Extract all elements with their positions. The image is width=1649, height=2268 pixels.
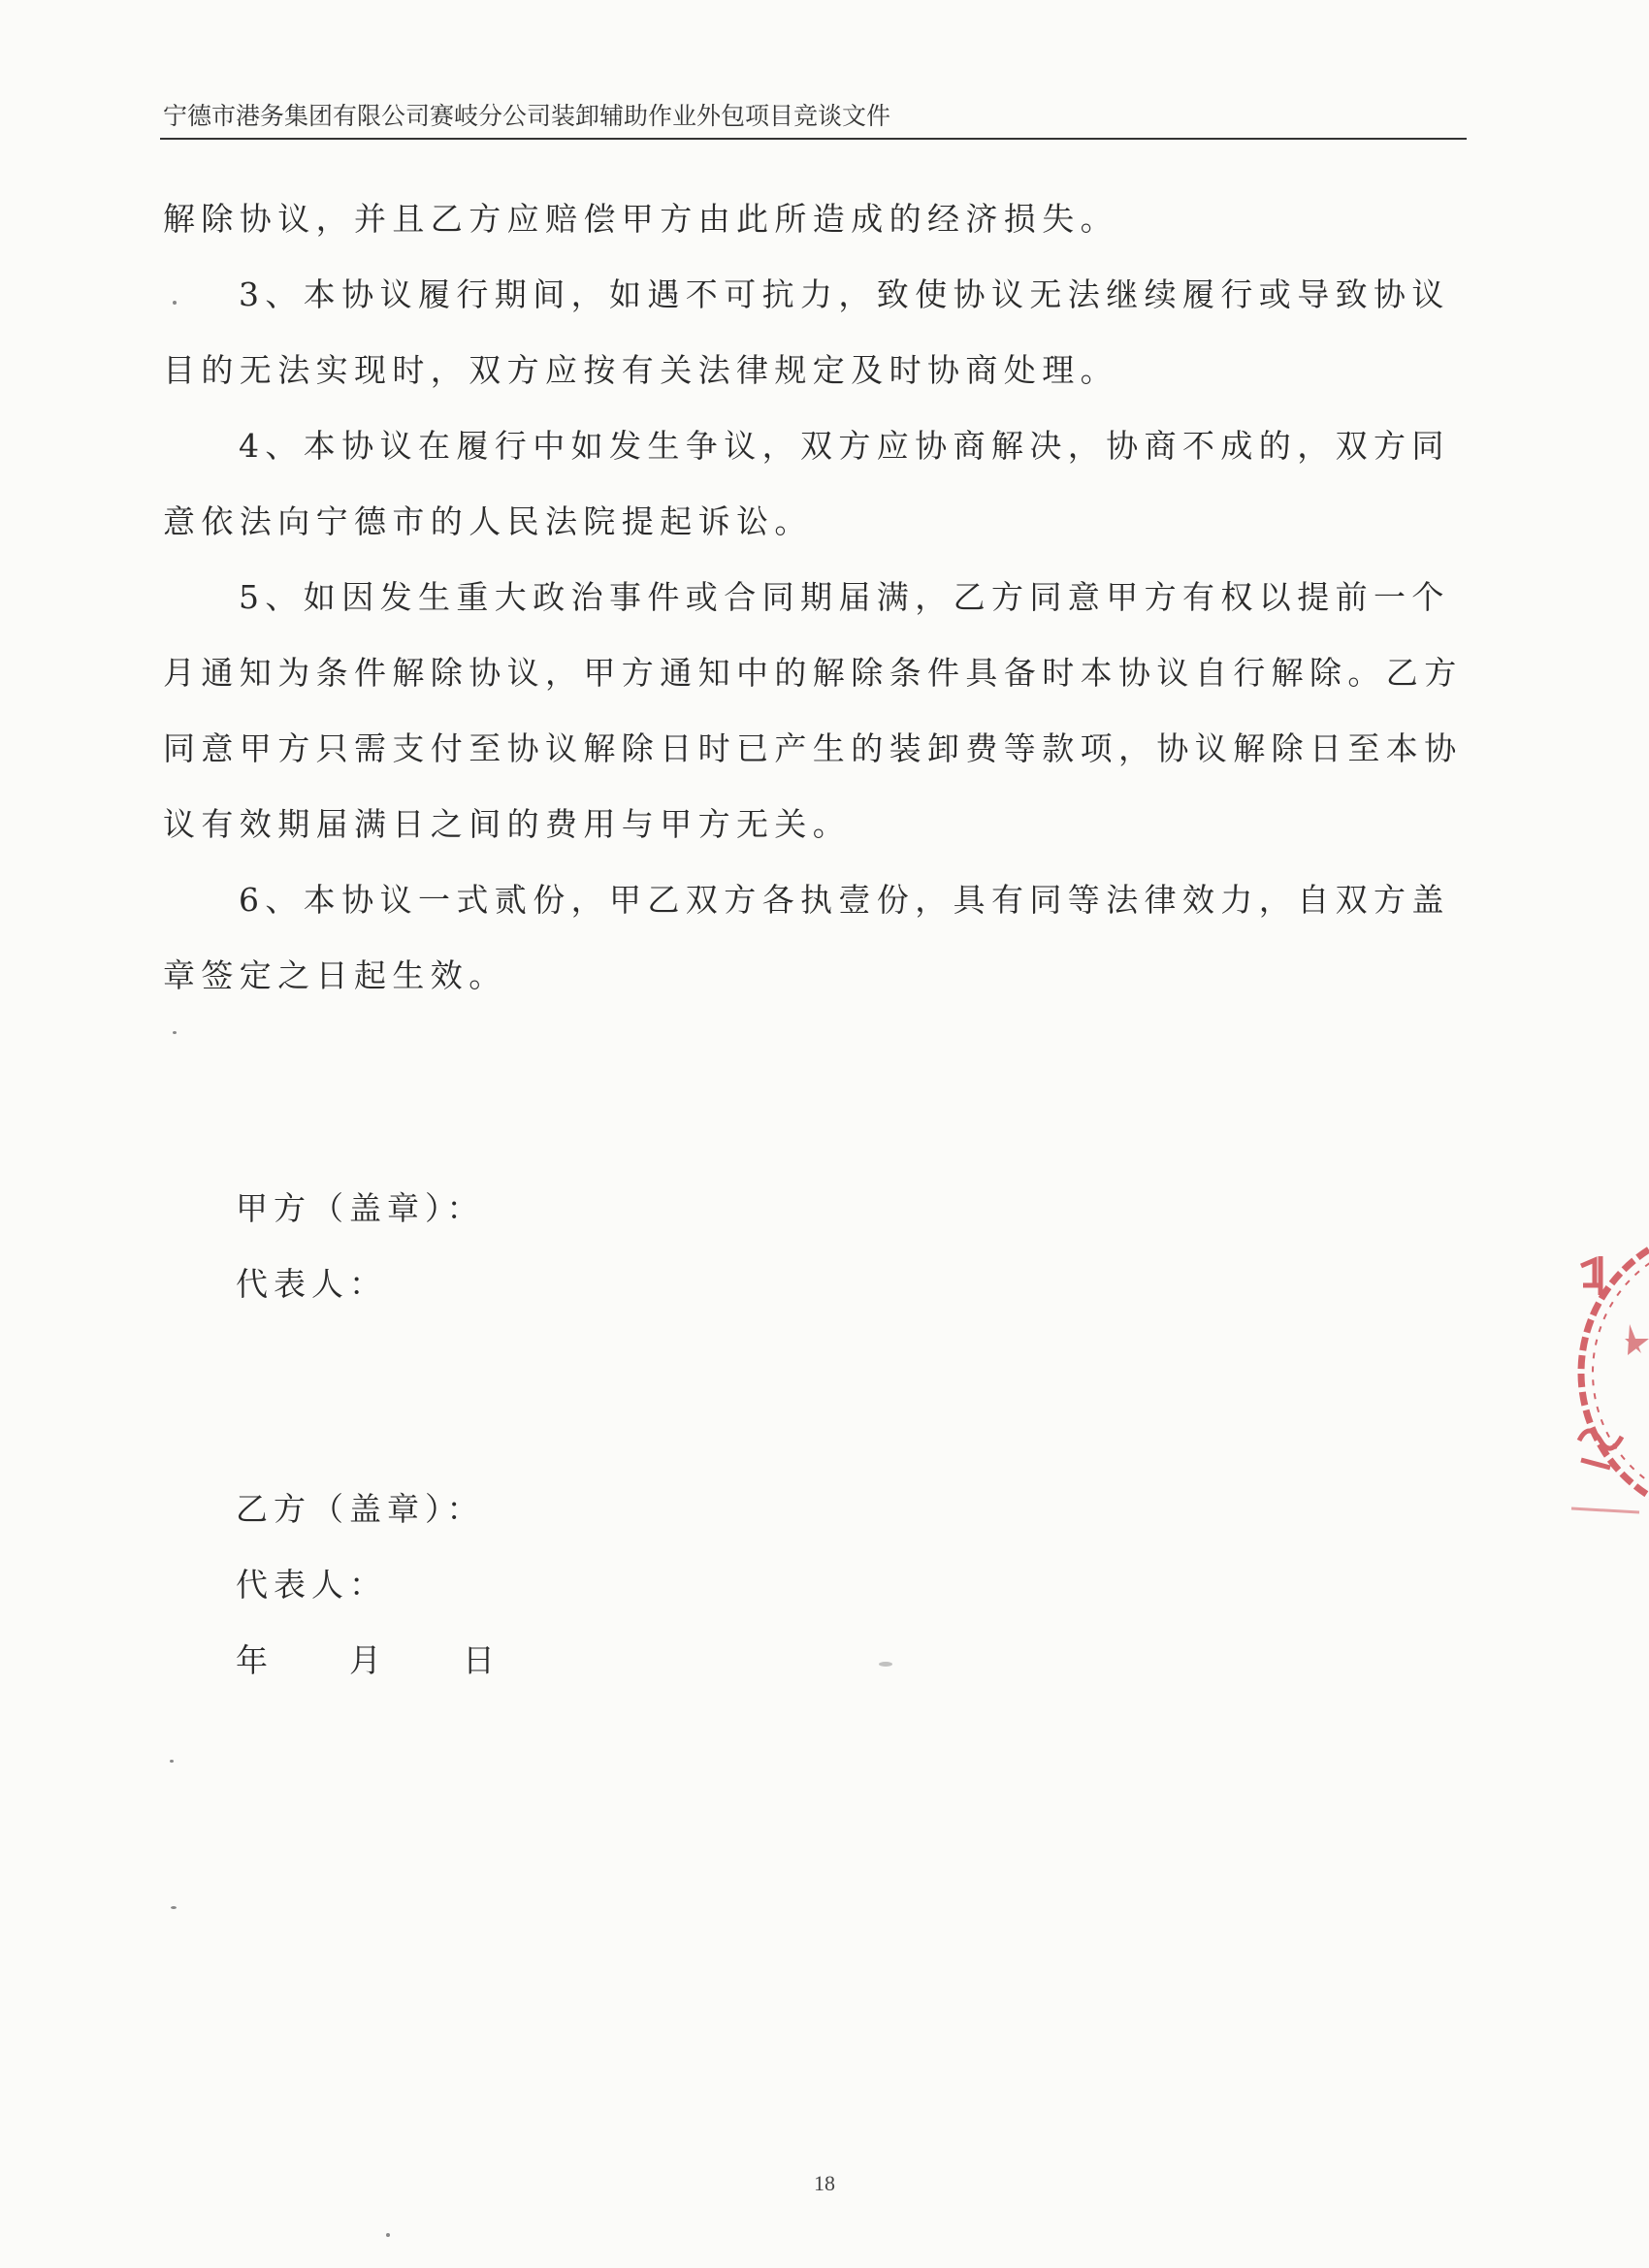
partial-red-seal [1542, 1217, 1649, 1528]
scan-speck [171, 1906, 177, 1909]
party-a-representative-label: 代表人： [236, 1265, 387, 1303]
paragraph-clause-5: 5、如因发生重大政治事件或合同期届满，乙方同意甲方有权以提前一个月通知为条件解除协议，甲方通知中的解除条件具备时本协议自行解除。乙方同意甲方只需支付至协议解除日时已产生的装卸费等款项，协议解除日至本协议有效期届满日之间的费用与甲方无关。 [163, 578, 1463, 843]
scan-speck [173, 301, 177, 305]
date-line: 年 月 日 [236, 1641, 501, 1679]
scan-speck [386, 2233, 390, 2237]
party-a-seal-label: 甲方（盖章）： [236, 1189, 485, 1227]
scan-speck [170, 1760, 174, 1763]
party-b-seal-label: 乙方（盖章）： [236, 1490, 485, 1528]
seal-graphic [1542, 1217, 1649, 1528]
party-b-representative-label: 代表人： [236, 1566, 387, 1604]
scan-speck [173, 1031, 177, 1034]
page-number: 18 [814, 2171, 835, 2195]
document-header-title: 宁德市港务集团有限公司赛岐分公司装卸辅助作业外包项目竞谈文件 [163, 102, 891, 130]
paragraph-clause-6: 6、本协议一式贰份，甲乙双方各执壹份，具有同等法律效力，自双方盖章签定之日起生效。 [163, 881, 1450, 994]
header-divider [160, 138, 1467, 140]
paragraph-clause-3: 3、本协议履行期间，如遇不可抗力，致使协议无法继续履行或导致协议目的无法实现时，双方应按有关法律规定及时协商处理。 [163, 275, 1450, 389]
paragraph-clause-4: 4、本协议在履行中如发生争议，双方应协商解决，协商不成的，双方同意依法向宁德市的人民法院提起诉讼。 [163, 427, 1450, 540]
scan-speck [879, 1662, 892, 1667]
paragraph-continuation: 解除协议，并且乙方应赔偿甲方由此所造成的经济损失。 [163, 200, 1118, 238]
